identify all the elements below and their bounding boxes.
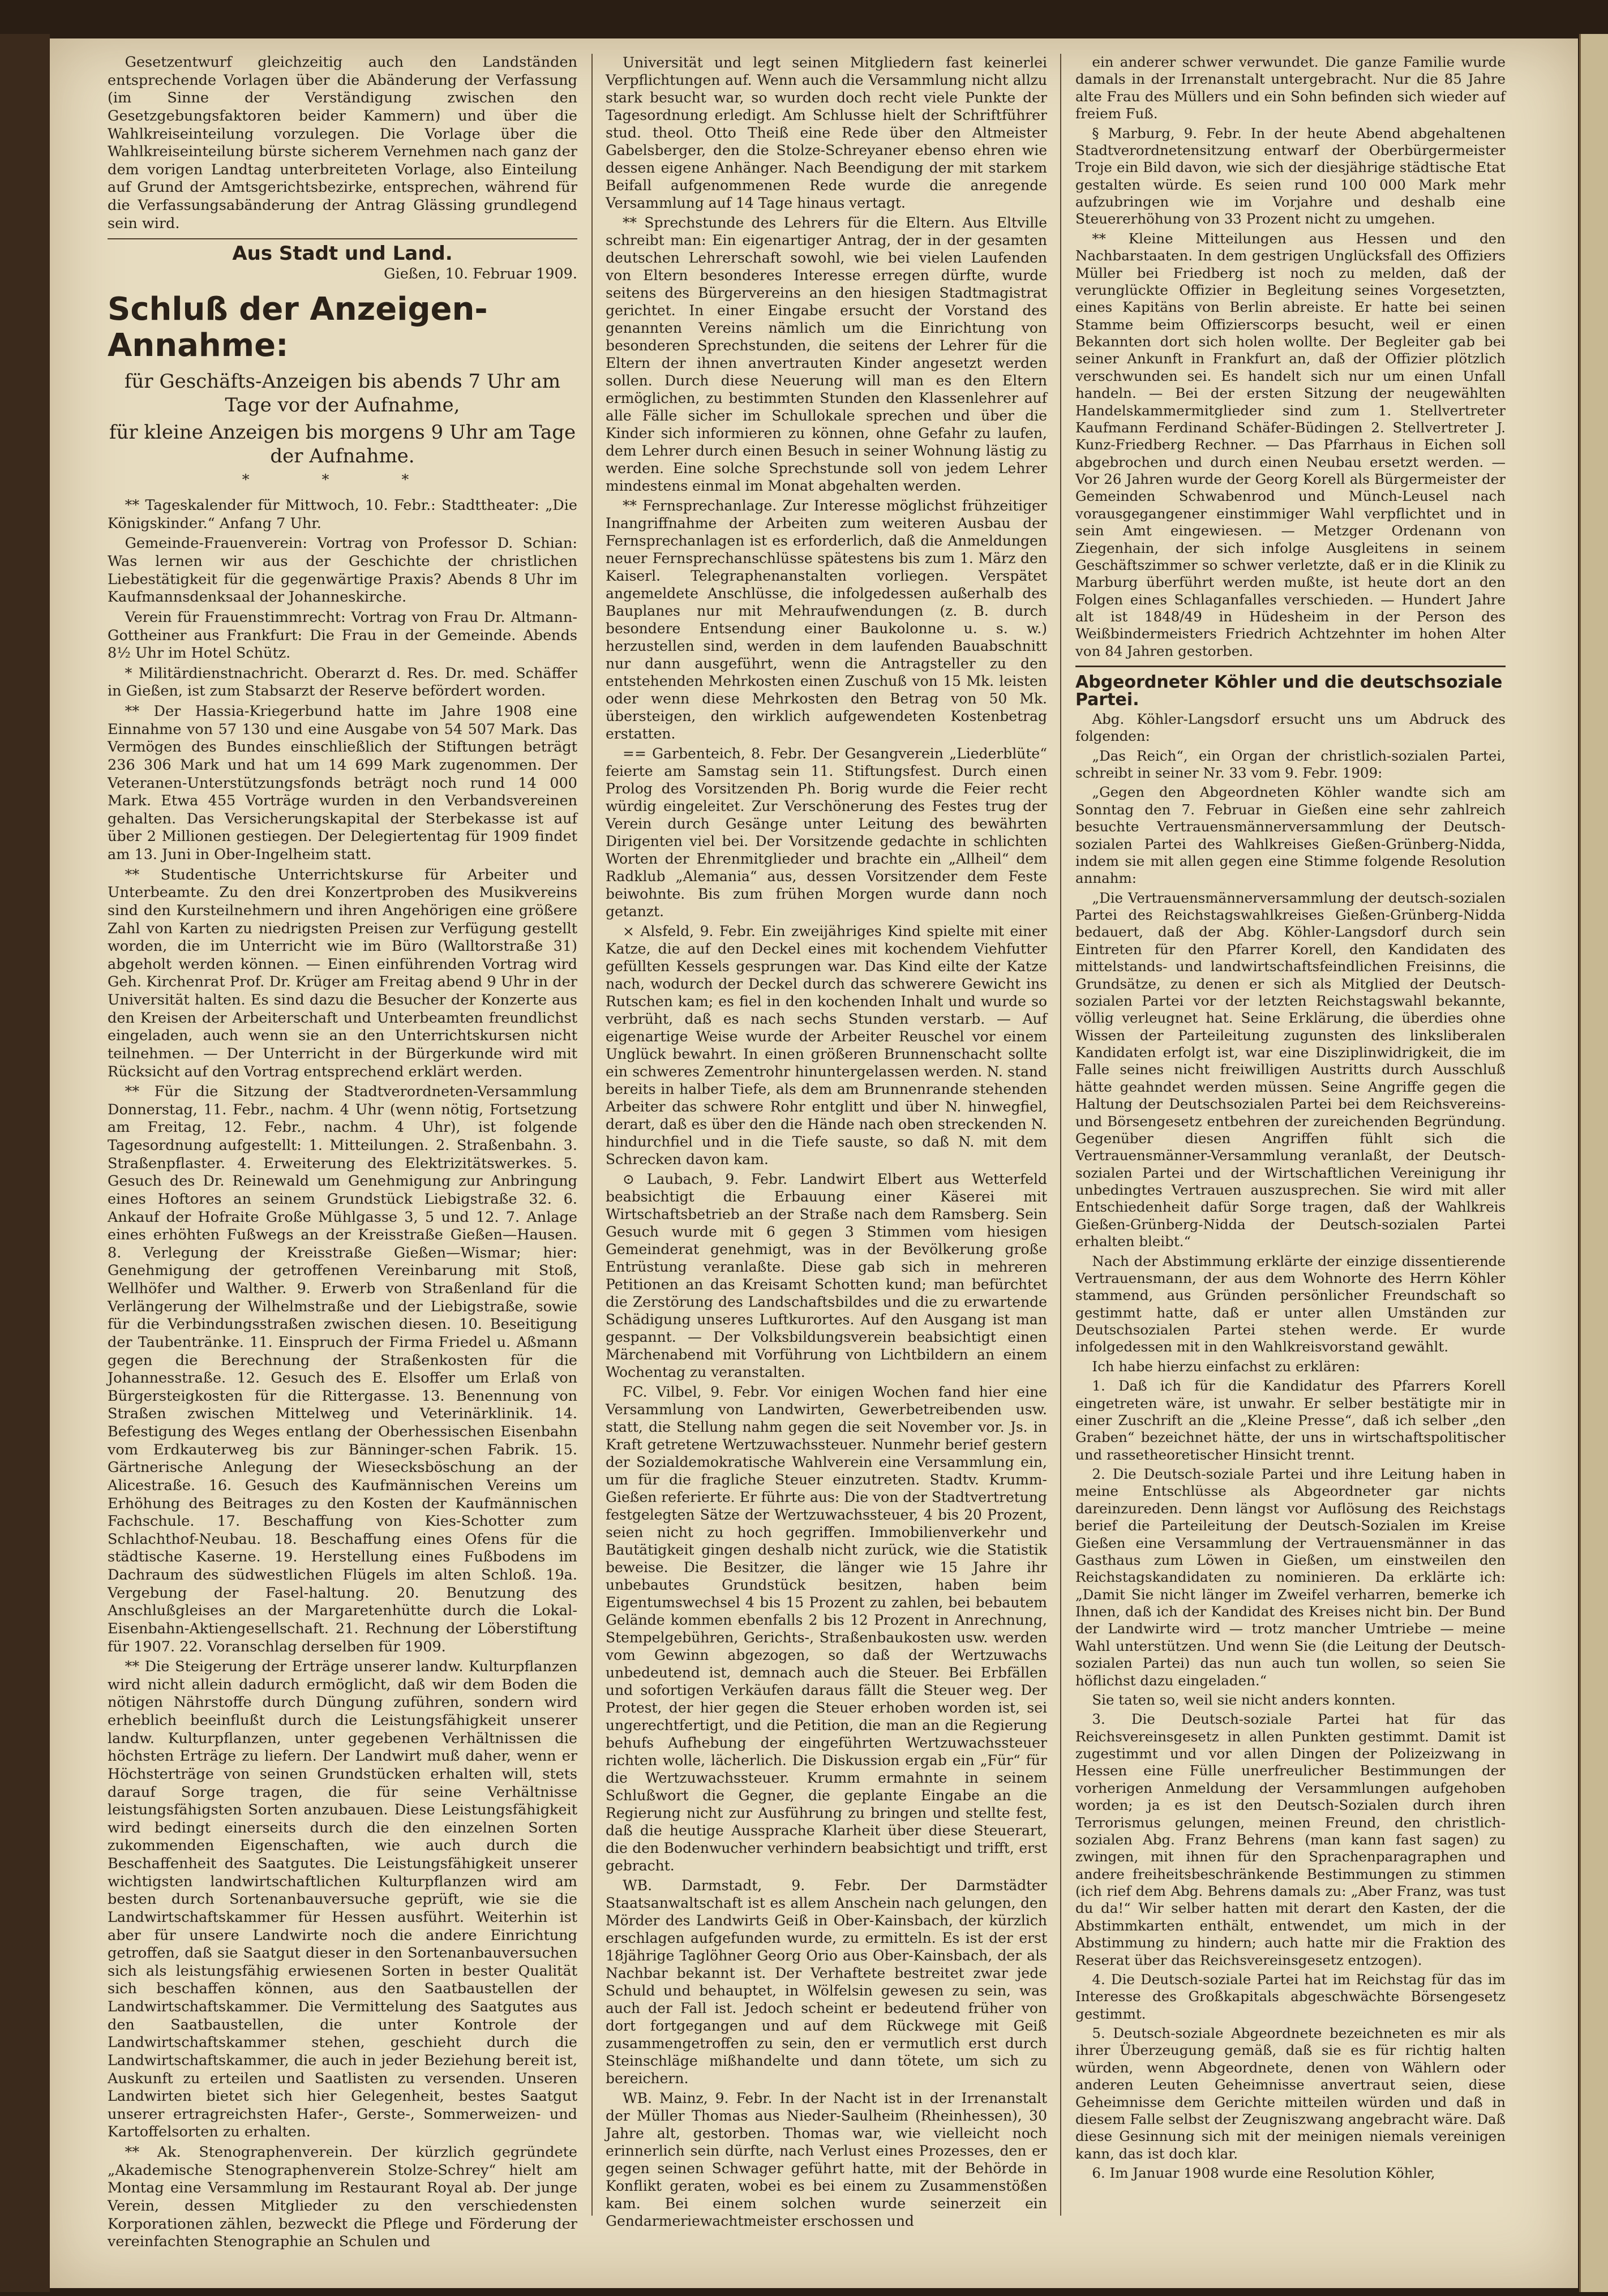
- article-text: ** Studentische Unterrichtskurse für Arbeiter und Unterbeamte. Zu den drei Konzertproben des Musikvereins sind den Kursteilnehmern und ihren Angehörigen eine größere Zahl von Karten zu niedrigsten Preisen zur Verfügung gestellt worden, die im Unterricht wie im Büro (Walltorstraße 31) abgeholt werden können. — Einen einführenden Vortrag wird Geh. Kirchenrat Prof. Dr. Krüger am Freitag abend 9 Uhr in der Universität halten. Es sind dazu die Besucher der Konzerte aus den Kreisen der Arbeiterschaft und Unterbeamten freundlichst eingeladen, auch wenn sie an den Unterrichtskursen nicht teilnehmen. — Der Unterricht in der Bürgerkunde wird mit Rücksicht auf den Vortrag entsprechend erklärt werden.: [108, 866, 577, 1080]
- article-text: „Die Vertrauensmännerversammlung der deutsch-sozialen Partei des Reichstagswahlkreises Gießen-Grünberg-Nidda bedauert, daß der Abg. Köhler-Langsdorf durch sein Eintreten für den Pfarrer Korell, den Kandidaten des mittelstands- und landwirtschaftsfeindlichen Freisinns, die Grundsätze, zu denen er sich als Mitglied der Deutsch-sozialen Partei vor der letzten Reichstagswahl bekannte, völlig verleugnet hat. Seine Erklärung, die überdies ohne Wissen der Parteileitung zugunsten des linksliberalen Kandidaten erfolgt ist, war eine Disziplinwidrigkeit, die im Falle seines nicht freiwilligen Austritts durch Ausschluß hätte geahndet werden müssen. Seine Angriffe gegen die Haltung der Deutschsozialen Partei bei dem Reichsvereins- und Börsengesetz entbehren der zureichenden Begründung. Gegenüber diesen Angriffen fühlt sich die Vertrauensmänner-Versammlung veranlaßt, der Deutsch-sozialen Partei und der Wirtschaftlichen Vereinigung ihr unbedingtes Vertrauen auszusprechen. Sie wird mit aller Entschiedenheit dafür Sorge tragen, daß der Wahlkreis Gießen-Grünberg-Nidda der Deutsch-sozialen Partei erhalten bleibt.“: [1075, 889, 1506, 1250]
- article-text: 5. Deutsch-soziale Abgeordnete bezeichneten es mir als ihrer Überzeugung gemäß, daß sie es für richtig halten würden, wenn Abgeordnete, denen von Wählern oder anderen Leuten Geheimnisse anvertraut seien, diese Geheimnisse dem Gerichte mitteilen würden und daß in diesem Falle selbst der Zeugniszwang angebracht wäre. Daß diese Gesinnung sich mit der meinigen niemals vereinigen kann, das ist doch klar.: [1075, 2025, 1506, 2162]
- article-text: FC. Vilbel, 9. Febr. Vor einigen Wochen fand hier eine Versammlung von Landwirten, Gewerbetreibenden usw. statt, die Stellung nahm gegen die seit November vor. Js. in Kraft getretene Wertzuwachssteuer. Nunmehr berief gestern der Sozialdemokratische Wahlverein eine Versammlung ein, um für die fragliche Steuer einzutreten. Stadtv. Krumm-Gießen referierte. Er führte aus: Die von der Stadtvertretung festgelegten Sätze der Wertzuwachssteuer, 4 bis 20 Prozent, seien nicht zu hoch gegriffen. Immobilienverkehr und Bautätigkeit gingen deshalb nicht zurück, wie die Statistik beweise. Die Besitzer, die länger wie 15 Jahre ihr unbebautes Grundstück besitzen, haben beim Eigentumswechsel 4 bis 15 Prozent zu zahlen, bei bebautem Gelände kommen ebenfalls 2 bis 12 Prozent in Anrechnung, Stempelgebühren, Gerichts-, Straßenbaukosten usw. werden vom Gewinn abgezogen, so daß der Wertzuwachs unbedeutend ist, demnach auch die Steuer. Bei Erbfällen und sofortigen Verkäufen daraus fällt die Steuer weg. Der Protest, der hier gegen die Steuer erhoben worden ist, sei ungerechtfertigt, und die Petition, die man an die Regierung behufs Aufhebung der eingeführten Wertzuwachssteuer richten wolle, lächerlich. Die Diskussion ergab ein „Für“ für die Wertzuwachssteuer. Krumm ermahnte in seinem Schlußwort die Gegner, die geplante Eingabe an die Regierung nicht zur Ausführung zu bringen und stellte fest, daß die heutige Aussprache Klarheit über diese Steuerart, die den Bodenwucher verhindern beabsichtigt und trifft, erst gebracht.: [606, 1384, 1047, 1874]
- article-text: „Das Reich“, ein Organ der christlich-sozialen Partei, schreibt in seiner Nr. 33 vom 9. Febr. 1909:: [1075, 747, 1506, 781]
- article-text: Gesetzentwurf gleichzeitig auch den Landständen entsprechende Vorlagen über die Abänderung der Verfassung (im Sinne der Verständigung zwischen den Gesetzgebungsfaktoren beider Kammern) und über die Wahlkreiseinteilung vorzulegen. Die Vorlage über die Wahlkreiseinteilung bürste sicherem Vernehmen nach ganz der dem vorigen Landtag unterbreiteten Vorlage, also Einteilung auf Grund der Amtsgerichtsbezirke, entsprechen, während für die Verfassungsabänderung der Antrag Glässing grundlegend sein wird.: [108, 54, 577, 232]
- article-text: WB. Mainz, 9. Febr. In der Nacht ist in der Irrenanstalt der Müller Thomas aus Nieder-Saulheim (Rheinhessen), 30 Jahre alt, gestorben. Thomas war, wie vielleicht noch erinnerlich sein dürfte, nach Verlust eines Prozesses, den er gegen seinen Schwager geführt hatte, mit der Behörde in Konflikt geraten, wobei es bei einem zu Zusammenstößen kam. Bei einem solchen wurde seinerzeit ein Gendarmeriewachtmeister erschossen und: [606, 2090, 1047, 2229]
- article-text: Ich habe hierzu einfachst zu erklären:: [1092, 1358, 1360, 1375]
- article-text: == Garbenteich, 8. Febr. Der Gesangverein „Liederblüte“ feierte am Samstag sein 11. Stiftungsfest. Durch einen Prolog des Vorsitzenden Ph. Borig wurde die Feier recht würdig eingeleitet. Zur Verschönerung des Festes trug der Verein durch Gesänge unter Leitung des bewährten Dirigenten viel bei. Der Vorsitzende gedachte in schlichten Worten der Ehrenmitglieder und brachte ein „Allheil“ dem Radklub „Alemania“ aus, dessen Vorsitzender dem Feste beiwohnte. Bis zum frühen Morgen wurde dann noch getanzt.: [606, 745, 1047, 920]
- column-1: [108, 54, 577, 2254]
- article-text: Abg. Köhler-Langsdorf ersucht uns um Abdruck des folgenden:: [1075, 710, 1506, 745]
- article-text: ** Fernsprechanlage. Zur Interesse möglichst frühzeitiger Inangriffnahme der Arbeiten zum weiteren Ausbau der Fernsprechanlagen ist es erforderlich, daß die Anmeldungen neuer Fernsprechanschlüsse spätestens bis zum 1. März den Kaiserl. Telegraphenanstalten vorliegen. Verspätet angemeldete Anschlüsse, die infolgedessen außerhalb des Bauplanes nur mit Mehraufwendungen (z. B. durch besondere Entsendung einer Baukolonne u. s. w.) herzustellen sind, werden in dem laufenden Bauabschnitt nur dann ausgeführt, wenn die Antragsteller zu den entstehenden Mehrkosten einen Zuschuß von 15 Mk. leisten oder wenn diese Mehrkosten den Betrag von 50 Mk. übersteigen, den wirklich aufgewendeten Kostenbetrag erstatten.: [606, 497, 1047, 742]
- article-headline: Abgeordneter Köhler und die deutschsoziale Partei.: [1075, 666, 1506, 709]
- adjacent-page-edge: [1579, 34, 1608, 2292]
- article-text: WB. Darmstadt, 9. Febr. Der Darmstädter Staatsanwaltschaft ist es allem Anschein nach gelungen, den Mörder des Landwirts Geiß in Ober-Kainsbach, der kürzlich erschlagen aufgefunden wurde, zu ermitteln. Es ist der erst 18jährige Taglöhner Georg Orio aus Ober-Kainsbach, der als Nachbar bekannt ist. Der Verhaftete bestreitet zwar jede Schuld und behauptet, in Wölfelsin gewesen zu sein, was auch der Fall ist. Jedoch scheint er bedeutend früher von dort fortgegangen und auf dem Rückwege mit Geiß zusammengetroffen zu sein, den er vermutlich erst durch Steinschläge mißhandelte und dann tötete, um sich zu bereichern.: [606, 1877, 1047, 2087]
- column-rule: [591, 54, 593, 2216]
- article-text: Gemeinde-Frauenverein: Vortrag von Professor D. Schian: Was lernen wir aus der Geschichte der christlichen Liebestätigkeit für die gegenwärtige Praxis? Abends 8 Uhr im Kaufmannsdenksaal der Johanneskirche.: [108, 535, 577, 606]
- article-text: Sie taten so, weil sie nicht anders konnten.: [1092, 1691, 1396, 1708]
- article-text: 4. Die Deutsch-soziale Partei hat im Reichstag für das im Interesse des Großkapitals abgeschwächte Börsengesetz gestimmt.: [1075, 1971, 1506, 2022]
- section-stars: * * *: [242, 471, 443, 488]
- article-text: ** Für die Sitzung der Stadtverordneten-Versammlung Donnerstag, 11. Febr., nachm. 4 Uhr (wenn nötig, Fortsetzung am Freitag, 12. Febr., nachm. 4 Uhr), ist folgende Tagesordnung aufgestellt: 1. Mitteilungen. 2. Straßenbahn. 3. Straßenpflaster. 4. Erweiterung des Elektrizitätswerkes. 5. Gesuch des Dr. Reinewald um Genehmigung zur Anbringung eines Hoftores an seinem Grundstück Liebigstraße 32. 6. Ankauf der Hofraite Große Mühlgasse 3, 5 und 12. 7. Anlage eines erhöhten Fußwegs an der Kreisstraße Gießen—Hausen. 8. Verlegung der Kreisstraße Gießen—Wismar; hier: Genehmigung der getroffenen Vereinbarung mit Stoß, Wellhöfer und Walther. 9. Erwerb von Straßenland für die Verlängerung der Wilhelmstraße und der Liebigstraße, sowie für die Verbindungsstraßen zwischen diesen. 10. Beseitigung der Taubentränke. 11. Einspruch der Firma Friedel u. Aßmann gegen die Berechnung der Straßenkosten für die Johannesstraße. 12. Gesuch des E. Elsoffer um Erlaß von Bürgersteigkosten für die Rittergasse. 13. Benennung von Straßen zwischen Mittelweg und Veterinärklinik. 14. Befestigung des Weges entlang der Oberhessischen Eisenbahn vom Erdkauterweg bis zur Bänninger-schen Fabrik. 15. Gärtnerische Anlegung der Wiesecksböschung an der Alicestraße. 16. Gesuch des Kaufmännischen Vereins um Erhöhung des Beitrages zu den Kosten der Kaufmännischen Fachschule. 17. Beschaffung von Kies-Schotter zum Schlachthof-Neubau. 18. Beschaffung eines Ofens für die städtische Kaserne. 19. Herstellung eines Fußbodens im Dachraum des südwestlichen Flügels im alten Schloß. 19a. Vergebung der Fasel-haltung. 20. Benutzung des Anschlußgleises an der Margaretenhütte durch die Lokal-Eisenbahn-Aktiengesellschaft. 21. Rechnung der Löberstiftung für 1907. 22. Voranschlag derselben für 1909.: [108, 1083, 577, 1655]
- scan-left-edge: [0, 34, 50, 2292]
- article-text: „Gegen den Abgeordneten Köhler wandte sich am Sonntag den 7. Februar in Gießen eine sehr zahlreich besuchte Vertrauensmännerversammlung der Deutsch-sozialen Partei des Wahlkreises Gießen-Grünberg-Nidda, indem sie mit allen gegen eine Stimme folgende Resolution annahm:: [1075, 784, 1506, 887]
- article-text: ** Kleine Mitteilungen aus Hessen und den Nachbarstaaten. In dem gestrigen Unglücksfall des Offiziers Müller bei Friedberg ist noch zu melden, daß der verunglückte Offizier in Begleitung seines Vorgesetzten, eines Kapitäns von Berlin abreiste. Er hatte bei seinen Stamme beim Offizierscorps besucht, weil er einen Bekannten dort sich holen wollte. Der Begleiter gab bei seiner Ankunft in Frankfurt an, daß der Offizier plötzlich verschwunden sei. Es handelt sich nur um einen Unfall handeln. — Bei der ersten Sitzung der neugewählten Handelskammermitglieder sind zum 1. Stellvertreter Kaufmann Ferdinand Schäfer-Büdingen 2. Stellvertreter J. Kunz-Friedberg Rechner. — Das Pfarrhaus in Eichen soll abgebrochen und durch einen Neubau ersetzt werden. — Vor 26 Jahren wurde der Georg Korell als Bürgermeister der Gemeinden Schwabenrod und Münch-Leusel nach vorausgegangener einstimmiger Wahl verpflichtet und in sein Amt eingewiesen. — Metzger Ordenann von Ziegenhain, der sich infolge Ausgleitens in seinem Geschäftszimmer so schwer verletzte, daß er in die Klinik zu Marburg überführt werden mußte, ist heute dort an den Folgen eines Schlaganfalles verschieden. — Hundert Jahre alt ist 1848/49 in Hüdesheim in der Person des Weißbindermeisters Friedrich Achtzehnter im hohen Alter von 84 Jahren gestorben.: [1075, 230, 1506, 659]
- article-text: * Militärdienstnachricht. Oberarzt d. Res. Dr. med. Schäffer in Gießen, ist zum Stabsarzt der Reserve befördert worden.: [108, 664, 577, 700]
- article-text: × Alsfeld, 9. Febr. Ein zweijähriges Kind spielte mit einer Katze, die auf den Deckel eines mit kochendem Viehfutter gefüllten Kessels gesprungen war. Das Kind eilte der Katze nach, wodurch der Deckel durch das schwerere Gewicht ins Rutschen kam; es fiel in den kochenden Inhalt und wurde so verbrüht, daß es nach sechs Stunden verstarb. — Auf eigenartige Weise wurde der Arbeiter Reuschel vor einem Unglück bewahrt. In einen größeren Brunnenschacht sollte ein schweres Zementrohr hinuntergelassen werden. N. stand bereits in halber Tiefe, als dem am Brunnenrande stehenden Arbeiter das schwere Rohr entglitt und über N. hinwegfiel, derart, daß es über den die Hände nach oben streckenden N. hindurchfiel und in die Tiefe sauste, so daß N. mit dem Schrecken davon kam.: [606, 923, 1047, 1168]
- article-text: 6. Im Januar 1908 wurde eine Resolution Köhler,: [1092, 2165, 1435, 2181]
- ad-notice-line: für kleine Anzeigen bis morgens 9 Uhr am Tage der Aufnahme.: [109, 420, 576, 467]
- ad-notice-title: Schluß der Anzeigen-Annahme:: [108, 290, 488, 364]
- article-text: 2. Die Deutsch-soziale Partei und ihre Leitung haben in meine Entschlüsse als Abgeordneter gar nichts dareinzureden. Denn längst vor Auflösung des Reichstags berief die Parteileitung der Deutsch-Sozialen im Kreise Gießen eine Versammlung der Vertrauensmänner in das Gasthaus zum Löwen in Gießen, um einstweilen den Reichstagskandidaten zu nominieren. Da erklärte ich: „Damit Sie nicht länger im Zweifel verharren, bemerke ich Ihnen, daß ich der Kandidat des Kreises nicht bin. Der Bund der Landwirte wird — trotz mancher Umtriebe — meine Wahl unterstützen. Und wenn Sie (die Leitung der Deutsch-sozialen Partei) das nun auch tun wollen, so seien Sie höflichst dazu eingeladen.“: [1075, 1466, 1506, 1689]
- article-text: ** Ak. Stenographenverein. Der kürzlich gegründete „Akademische Stenographenverein Stolze-Schrey“ hielt am Montag eine Versammlung im Restaurant Royal ab. Der junge Verein, dessen Mitglieder zu den verschiedensten Korporationen zählen, bezweckt die Pflege und Förderung der vereinfachten Stenographie an Schulen und: [108, 2144, 577, 2251]
- article-text: Verein für Frauenstimmrecht: Vortrag von Frau Dr. Altmann-Gottheiner aus Frankfurt: Die Frau in der Gemeinde. Abends 8½ Uhr im Hotel Schütz.: [108, 608, 577, 662]
- dateline: Gießen, 10. Februar 1909.: [384, 265, 577, 282]
- article-text: Universität und legt seinen Mitgliedern fast keinerlei Verpflichtungen auf. Wenn auch die Versammlung nicht allzu stark besucht war, so wurden doch recht viele Punkte der Tagesordnung erledigt. Am Schlusse hielt der Schriftführer stud. theol. Otto Theiß eine Rede über den Altmeister Gabelsberger, den die Stolze-Schreyaner ebenso ehren wie dessen eigene Anhänger. Nach Beendigung der mit starkem Beifall aufgenommenen Rede wurde die anregende Versammlung auf 14 Tage hinaus vertagt.: [606, 54, 1047, 211]
- column-3: [1075, 54, 1506, 2184]
- article-text: ** Der Hassia-Kriegerbund hatte im Jahre 1908 eine Einnahme von 57 130 und eine Ausgabe von 54 507 Mark. Das Vermögen des Bundes einschließlich der Stiftungen beträgt 236 306 Mark und hat um 14 699 Mark zugenommen. Der Veteranen-Unterstützungsfonds beträgt noch rund 14 000 Mark. Etwa 455 Vorträge wurden in den Verbandsvereinen gehalten. Das Versicherungskapital der Sterbekasse ist auf über 2 Millionen gestiegen. Der Delegiertentag für 1909 findet am 13. Juni in Ober-Ingelheim statt.: [108, 703, 577, 863]
- column-2: [606, 54, 1047, 2232]
- article-text: 3. Die Deutsch-soziale Partei hat für das Reichsvereinsgesetz in allen Punkten gestimmt. Damit ist zugestimmt und vor allen Dingen der Polizeizwang in Hessen eine Fülle unerfreulicher Bestimmungen der vorherigen Anmeldung der Versammlungen aufgehoben worden; ja es ist den Deutsch-Sozialen durch ihren Terrorismus gelungen, meinen Freund, den christlich-sozialen Abg. Franz Behrens (man kann fast sagen) zu zwingen, mit ihnen für den Sprachenparagraphen und andere freiheitsbeschränkende Bestimmungen zu stimmen (ich rief dem Abg. Behrens damals zu: „Aber Franz, was tust du da!“ Wir selber hatten mit derart den Kasten, der die Abstimmkarten enthält, entwendet, um mich in der Abstimmung zu hindern; auch hatte mir die Fraktion des Reserat über das Reichsvereinsgesetz entzogen).: [1075, 1711, 1506, 1968]
- article-text: ⊙ Laubach, 9. Febr. Landwirt Elbert aus Wetterfeld beabsichtigt die Erbauung einer Käserei mit Wirtschaftsbetrieb an der Straße nach dem Ramsberg. Sein Gesuch wurde mit 6 gegen 3 Stimmen vom hiesigen Gemeinderat genehmigt, was in der Bevölkerung große Entrüstung veranlaßte. Diese gab sich in mehreren Petitionen an das Kreisamt Schotten kund; man befürchtet die Zerstörung des Landschaftsbildes und die zu erwartende Schädigung unseres Luftkurortes. Auf den Ausgang ist man gespannt. — Der Volksbildungsverein beabsichtigt einen Märchenabend mit Vorführung von Lichtbildern an einem Wochentag zu veranstalten.: [606, 1171, 1047, 1380]
- article-text: ** Sprechstunde des Lehrers für die Eltern. Aus Eltville schreibt man: Ein eigenartiger Antrag, der in der gesamten deutschen Lehrerschaft sowohl, wie bei vielen Laufenden von Eltern besonderes Interesse erregen dürfte, wurde seitens des Bürgervereins an den hiesigen Stadtmagistrat gerichtet. In einer Eingabe ersucht der Vorstand des genannten Vereins nämlich um die Einrichtung von besonderen Sprechstunden, die seitens der Lehrer für die Eltern der ihnen anvertrauten Kinder angesetzt werden sollen. Durch diese Neuerung will man es den Eltern ermöglichen, zu bestimmten Stunden den Klassenlehrer auf alle Fälle sicher im Schullokale sprechen und über die Kinder sich informieren zu können, ohne Gefahr zu laufen, dem Lehrer durch einen Besuch in seiner Wohnung lästig zu werden. Eine solche Sprechstunde soll von jedem Lehrer mindestens einmal im Monat abgehalten werden.: [606, 214, 1047, 494]
- column-rule: [1060, 54, 1061, 2216]
- article-text: ein anderer schwer verwundet. Die ganze Familie wurde damals in der Irrenanstalt untergebracht. Nur die 85 Jahre alte Frau des Müllers und ein Sohn befinden sich wieder auf freiem Fuß.: [1075, 54, 1506, 122]
- article-text: 1. Daß ich für die Kandidatur des Pfarrers Korell eingetreten wäre, ist unwahr. Er selber bestätigte mir in einer Zuschrift an die „Kleine Presse“, daß ich selber „den Graben“ bezeichnet hätte, der uns in wirtschaftspolitischer und rassetheoretischer Hinsicht trennt.: [1075, 1377, 1506, 1463]
- article-text: ** Tageskalender für Mittwoch, 10. Febr.: Stadttheater: „Die Königskinder.“ Anfang 7 Uhr.: [108, 497, 577, 532]
- article-text: § Marburg, 9. Febr. In der heute Abend abgehaltenen Stadtverordnetensitzung entwarf der Oberbürgermeister Troje ein Bild davon, wie sich der diesjährige städtische Etat gestalten würde. Es seien rund 100 000 Mark mehr aufzubringen wie im Vorjahre und deshalb eine Steuererhöhung von 33 Prozent nicht zu umgehen.: [1075, 125, 1506, 228]
- section-heading: Aus Stadt und Land.: [232, 242, 453, 265]
- divider: [108, 238, 577, 239]
- article-text: ** Die Steigerung der Erträge unserer landw. Kulturpflanzen wird nicht allein dadurch ermöglicht, daß wir dem Boden die nötigen Nährstoffe durch Düngung zuführen, sondern wird erheblich beeinflußt durch die Leistungsfähigkeit unserer landw. Kulturpflanzen, unter gegebenen Verhältnissen die höchsten Erträge zu liefern. Der Landwirt muß daher, wenn er Höchsterträge von seinen Grundstücken erhalten will, stets darauf Sorge tragen, die für seine Verhältnisse leistungsfähigsten Sorten anzubauen. Diese Leistungsfähigkeit wird bedingt einerseits durch die den einzelnen Sorten zukommenden Eigenschaften, wie auch durch die Beschaffenheit des Saatgutes. Die Leistungsfähigkeit unserer wichtigsten landwirtschaftlichen Kulturpflanzen wird am besten durch Sortenanbauversuche geprüft, wie sie die Landwirtschaftskammer für Hessen ausführt. Weiterhin ist aber für unsere Landwirte noch die andere Einrichtung getroffen, daß sie Saatgut dieser in den Sortenanbauversuchen sich als leistungsfähig erwiesenen Sorten in bester Qualität sich beschaffen können, aus den Saatbaustellen der Landwirtschaftskammer. Die Vermittelung des Saatgutes aus den Saatbaustellen, die unter Kontrole der Landwirtschaftskammer stehen, geschieht durch die Landwirtschaftskammer, die auch in jeder Beziehung bereit ist, Auskunft zu erteilen und Saatlisten zu versenden. Unseren Landwirten bietet sich hier Gelegenheit, bestes Saatgut unserer ertragreichsten Hafer-, Gerste-, Sommerweizen- und Kartoffelsorten zu erhalten.: [108, 1658, 577, 2141]
- ad-notice-line: für Geschäfts-Anzeigen bis abends 7 Uhr am Tage vor der Aufnahme,: [124, 370, 561, 417]
- article-text: Nach der Abstimmung erklärte der einzige dissentierende Vertrauensmann, der aus dem Wohnorte des Herrn Köhler stammend, aus Gründen persönlicher Freundschaft so gestimmt hatte, daß er unter allen Umständen zur Deutschsozialen Partei stehen werde. Er wurde infolgedessen mit in den Wahlkreisvorstand gewählt.: [1075, 1252, 1506, 1355]
